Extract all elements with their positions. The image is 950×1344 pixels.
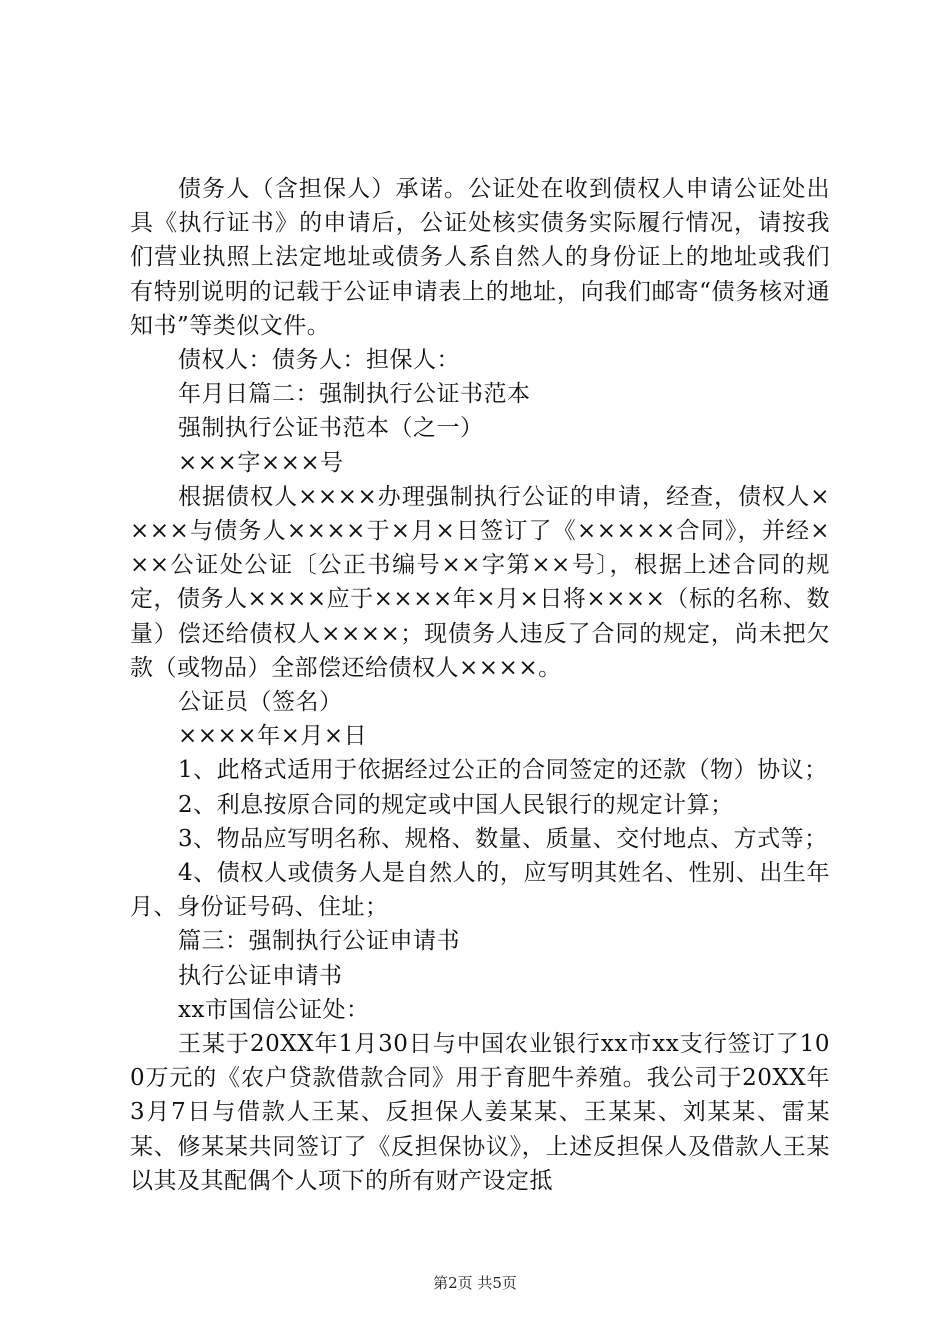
paragraph-commitment: 债务人（含担保人）承诺。公证处在收到债权人申请公证处出具《执行证书》的申请后，公证处核实债务实际履行情况，请按我们营业执照上法定地址或债务人系自然人的身份证上的地址或我们有特别说明的记载于公证申请表上的地址，向我们邮寄“债务核对通知书”等类似文件。 xyxy=(130,176,830,339)
paragraph-note-2: 2、利息按原合同的规定或中国人民银行的规定计算； xyxy=(178,791,734,818)
paragraph-main-body: 根据债权人××××办理强制执行公证的申请，经查，债权人××××与债务人××××于×月×日签订了《×××××合同》，并经×××公证处公证〔公正书编号××字第××号〕，根据上述合同的规定，债务人××××应于××××年×月×日将××××（标的名称、数量）偿还给债权人××××；现债务人违反了合同的规定，尚未把欠款（或物品）全部偿还给债权人××××。 xyxy=(130,483,830,681)
paragraph-signature-date: ××××年×月×日 xyxy=(178,723,368,750)
paragraph-addressee: xx市国信公证处： xyxy=(178,996,370,1023)
paragraph-parties: 债权人：债务人：担保人： xyxy=(178,347,460,374)
paragraph-notary-signature: 公证员（签名） xyxy=(178,689,343,716)
paragraph-application-body: 王某于20XX年1月30日与中国农业银行xx市xx支行签订了100万元的《农户贷款借款合同》用于育肥牛养殖。我公司于20XX年3月7日与借款人王某、反担保人姜某某、王某某、刘某某、雷某某、修某某共同签订了《反担保协议》，上述反担保人及借款人王某以其及其配偶个人项下的所有财产设定抵 xyxy=(130,1031,830,1194)
paragraph-note-3: 3、物品应写明名称、规格、数量、质量、交付地点、方式等； xyxy=(178,825,828,852)
page-number-label: 第2页 共5页 xyxy=(433,1274,517,1292)
paragraph-date-section-two: 年月日篇二：强制执行公证书范本 xyxy=(178,381,531,408)
paragraph-document-number: ×××字×××号 xyxy=(178,449,344,476)
paragraph-application-title: 执行公证申请书 xyxy=(178,962,343,989)
paragraph-section-three: 篇三：强制执行公证申请书 xyxy=(178,928,460,955)
document-body xyxy=(130,172,830,1198)
paragraph-note-1: 1、此格式适用于依据经过公正的合同签定的还款（物）协议； xyxy=(178,757,828,784)
paragraph-note-4: 4、债权人或债务人是自然人的，应写明其姓名、性别、出生年月、身份证号码、住址； xyxy=(130,860,830,921)
paragraph-template-title: 强制执行公证书范本（之一） xyxy=(178,415,484,442)
page-footer xyxy=(0,1272,950,1293)
